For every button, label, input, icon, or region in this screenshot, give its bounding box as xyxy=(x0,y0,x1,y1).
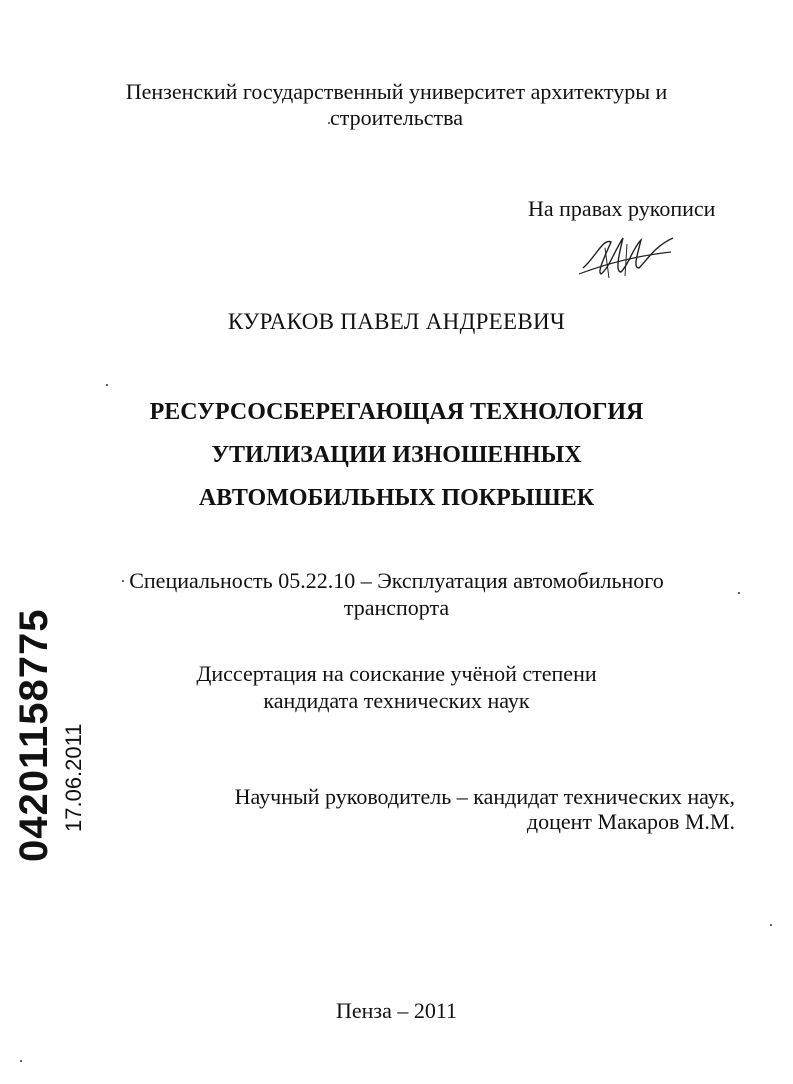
handwritten-signature xyxy=(575,228,685,288)
rights-note: На правах рукописи xyxy=(528,196,716,221)
dissertation-line-1: Диссертация на соискание учёной степени xyxy=(196,661,597,686)
thesis-title-line-2: УТИЛИЗАЦИИ ИЗНОШЕННЫХ xyxy=(211,442,582,468)
dissertation-line-2: кандидата технических наук xyxy=(263,688,530,713)
author-name: КУРАКОВ ПАВЕЛ АНДРЕЕВИЧ xyxy=(227,309,566,334)
university-name-line-2: строительства xyxy=(329,105,464,130)
supervisor-line-1: Научный руководитель – кандидат технических наук, xyxy=(234,784,735,809)
specialty-line-1: Специальность 05.22.10 – Эксплуатация автомобильного xyxy=(129,568,664,593)
library-stamp-date: 17.06.2011 xyxy=(61,723,86,832)
thesis-title-line-3: АВТОМОБИЛЬНЫХ ПОКРЫШЕК xyxy=(198,485,595,511)
specialty-line-2: транспорта xyxy=(343,595,450,620)
university-name-line-1: Пензенский государственный университет архитектуры и xyxy=(125,79,668,104)
scan-speck xyxy=(770,924,772,926)
library-stamp-number: 04201158775 xyxy=(12,608,56,862)
scan-speck xyxy=(122,580,124,582)
supervisor-line-2: доцент Макаров М.М. xyxy=(526,809,735,834)
place-and-year: Пенза – 2011 xyxy=(335,998,458,1023)
scan-speck xyxy=(738,592,740,594)
scan-speck xyxy=(106,384,108,386)
scan-speck xyxy=(20,1060,22,1062)
scan-speck xyxy=(328,122,330,124)
thesis-title-line-1: РЕСУРСОСБЕРЕГАЮЩАЯ ТЕХНОЛОГИЯ xyxy=(149,399,644,425)
